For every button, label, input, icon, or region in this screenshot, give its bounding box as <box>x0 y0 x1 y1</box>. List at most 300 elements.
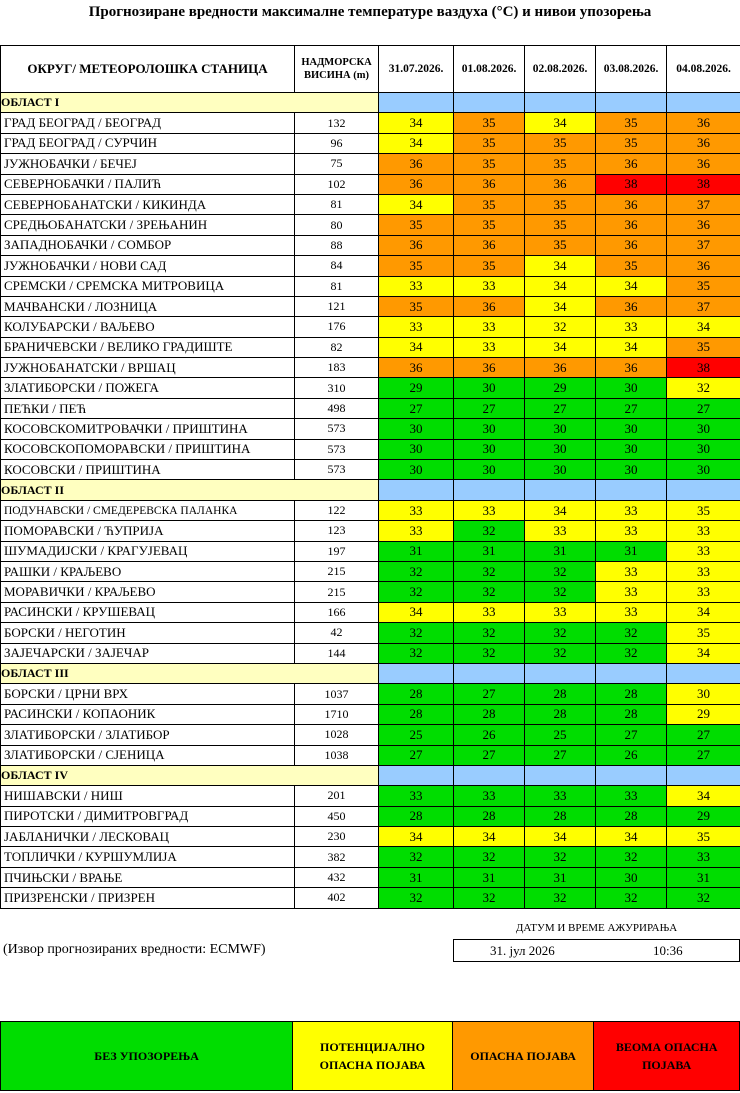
temperature-cell: 31 <box>525 867 596 887</box>
table-body <box>1 93 740 909</box>
table-row <box>1 358 740 378</box>
table-row <box>1 174 740 194</box>
temperature-cell: 34 <box>596 337 667 357</box>
temperature-cell: 30 <box>596 439 667 459</box>
table-row <box>1 500 740 520</box>
temperature-cell: 36 <box>596 154 667 174</box>
legend-label: ОПАСНА ПОЈАВА <box>470 1049 576 1063</box>
table-row <box>1 643 740 663</box>
altitude-value: 450 <box>295 806 379 826</box>
temperature-cell: 27 <box>667 745 740 765</box>
update-label: ДАТУМ И ВРЕМЕ АЖУРИРАЊА <box>515 922 678 934</box>
station-name: СРЕДЊОБАНАТСКИ / ЗРЕЊАНИН <box>1 215 295 235</box>
station-name: ПИРОТСКИ / ДИМИТРОВГРАД <box>1 806 295 826</box>
temperature-cell: 33 <box>454 602 525 622</box>
temperature-cell: 32 <box>379 582 454 602</box>
station-name: ПОМОРАВСКИ / ЋУПРИЈА <box>1 521 295 541</box>
table-row <box>1 867 740 887</box>
temperature-cell: 32 <box>525 317 596 337</box>
temperature-cell: 30 <box>379 419 454 439</box>
table-row <box>1 602 740 622</box>
temperature-cell: 26 <box>596 745 667 765</box>
temperature-cell: 35 <box>667 276 740 296</box>
legend-label-line2: ПОЈАВА <box>642 1058 692 1072</box>
station-name: ШУМАДИЈСКИ / КРАГУЈЕВАЦ <box>1 541 295 561</box>
temperature-cell: 26 <box>454 725 525 745</box>
region-spacer-cell <box>596 765 667 785</box>
table-row <box>1 398 740 418</box>
temperature-cell: 35 <box>667 500 740 520</box>
region-spacer-cell <box>667 663 740 683</box>
altitude-value: 123 <box>295 521 379 541</box>
temperature-cell: 35 <box>525 154 596 174</box>
temperature-cell: 30 <box>667 460 740 480</box>
update-date: 31. јул 2026 <box>490 943 555 958</box>
temperature-cell: 32 <box>525 623 596 643</box>
region-spacer-cell <box>596 480 667 500</box>
altitude-value: 80 <box>295 215 379 235</box>
date-column-header: 03.08.2026. <box>596 46 667 93</box>
altitude-value: 230 <box>295 827 379 847</box>
altitude-value: 573 <box>295 439 379 459</box>
temperature-cell: 25 <box>379 725 454 745</box>
temperature-cell: 35 <box>596 256 667 276</box>
station-name: СЕВЕРНОБАЧКИ / ПАЛИЋ <box>1 174 295 194</box>
station-name: ЗАПАДНОБАЧКИ / СОМБОР <box>1 235 295 255</box>
temperature-cell: 28 <box>525 704 596 724</box>
altitude-value: 96 <box>295 133 379 153</box>
region-spacer-cell <box>454 480 525 500</box>
altitude-value: 197 <box>295 541 379 561</box>
temperature-cell: 28 <box>525 806 596 826</box>
temperature-cell: 35 <box>667 827 740 847</box>
legend-label-line1: ПОТЕНЦИЈАЛНО <box>320 1040 425 1054</box>
temperature-cell: 36 <box>525 174 596 194</box>
update-box <box>453 939 740 962</box>
temperature-cell: 33 <box>525 786 596 806</box>
temperature-cell: 38 <box>667 358 740 378</box>
temperature-cell: 33 <box>667 847 740 867</box>
altitude-value: 573 <box>295 460 379 480</box>
temperature-cell: 29 <box>667 806 740 826</box>
temperature-cell: 28 <box>379 806 454 826</box>
temperature-cell: 34 <box>525 500 596 520</box>
temperature-cell: 30 <box>454 419 525 439</box>
temperature-cell: 27 <box>596 725 667 745</box>
table-row <box>1 235 740 255</box>
station-name: ПЕЋКИ / ПЕЋ <box>1 398 295 418</box>
temperature-cell: 36 <box>667 113 740 133</box>
region-spacer-cell <box>596 93 667 113</box>
altitude-value: 132 <box>295 113 379 133</box>
table-row <box>1 296 740 316</box>
temperature-cell: 32 <box>525 582 596 602</box>
temperature-cell: 33 <box>379 521 454 541</box>
temperature-cell: 34 <box>525 827 596 847</box>
table-row <box>1 317 740 337</box>
temperature-cell: 31 <box>596 541 667 561</box>
altitude-value: 121 <box>295 296 379 316</box>
station-name: НИШАВСКИ / НИШ <box>1 786 295 806</box>
temperature-cell: 37 <box>667 296 740 316</box>
temperature-cell: 32 <box>525 847 596 867</box>
altitude-value: 81 <box>295 194 379 214</box>
temperature-cell: 32 <box>379 643 454 663</box>
altitude-header-line1: НАДМОРСКА <box>301 57 372 68</box>
station-name: ЗАЈЕЧАРСКИ / ЗАЈЕЧАР <box>1 643 295 663</box>
region-row <box>1 480 740 500</box>
temperature-cell: 30 <box>525 439 596 459</box>
table-row <box>1 827 740 847</box>
temperature-cell: 36 <box>379 235 454 255</box>
region-spacer-cell <box>454 93 525 113</box>
temperature-cell: 32 <box>454 847 525 867</box>
legend-dangerous <box>453 1022 595 1090</box>
temperature-cell: 35 <box>525 194 596 214</box>
temperature-cell: 36 <box>667 133 740 153</box>
table-row <box>1 521 740 541</box>
temperature-cell: 34 <box>525 296 596 316</box>
station-name: ПРИЗРЕНСКИ / ПРИЗРЕН <box>1 888 295 908</box>
temperature-cell: 32 <box>525 888 596 908</box>
temperature-cell: 35 <box>525 235 596 255</box>
temperature-cell: 33 <box>379 317 454 337</box>
temperature-cell: 32 <box>379 847 454 867</box>
station-name: СРЕМСКИ / СРЕМСКА МИТРОВИЦА <box>1 276 295 296</box>
region-spacer-cell <box>454 663 525 683</box>
temperature-cell: 33 <box>667 521 740 541</box>
altitude-value: 42 <box>295 623 379 643</box>
temperature-cell: 27 <box>379 398 454 418</box>
temperature-cell: 31 <box>525 541 596 561</box>
temperature-cell: 33 <box>667 561 740 581</box>
temperature-cell: 30 <box>454 460 525 480</box>
temperature-cell: 25 <box>525 725 596 745</box>
legend-very-dangerous <box>594 1022 739 1090</box>
altitude-value: 382 <box>295 847 379 867</box>
altitude-value: 81 <box>295 276 379 296</box>
region-spacer-cell <box>454 765 525 785</box>
temperature-cell: 28 <box>596 704 667 724</box>
temperature-cell: 34 <box>667 602 740 622</box>
temperature-cell: 34 <box>596 827 667 847</box>
temperature-cell: 27 <box>454 684 525 704</box>
date-column-header: 31.07.2026. <box>379 46 454 93</box>
temperature-cell: 37 <box>667 235 740 255</box>
altitude-value: 166 <box>295 602 379 622</box>
temperature-cell: 36 <box>379 358 454 378</box>
station-name: ГРАД БЕОГРАД / СУРЧИН <box>1 133 295 153</box>
altitude-value: 144 <box>295 643 379 663</box>
temperature-cell: 34 <box>379 337 454 357</box>
station-name: КОЛУБАРСКИ / ВАЉЕВО <box>1 317 295 337</box>
table-row <box>1 194 740 214</box>
temperature-cell: 28 <box>525 684 596 704</box>
legend-no-warning <box>1 1022 293 1090</box>
temperature-cell: 35 <box>525 133 596 153</box>
temperature-cell: 27 <box>667 398 740 418</box>
station-name: ЗЛАТИБОРСКИ / ПОЖЕГА <box>1 378 295 398</box>
altitude-value: 215 <box>295 582 379 602</box>
temperature-cell: 34 <box>379 602 454 622</box>
temperature-cell: 33 <box>596 317 667 337</box>
temperature-cell: 35 <box>379 215 454 235</box>
temperature-cell: 33 <box>379 276 454 296</box>
temperature-cell: 27 <box>596 398 667 418</box>
temperature-cell: 27 <box>454 398 525 418</box>
region-spacer-cell <box>379 765 454 785</box>
date-column-header: 04.08.2026. <box>667 46 740 93</box>
legend-label: БЕЗ УПОЗОРЕЊА <box>94 1049 199 1063</box>
altitude-value: 1028 <box>295 725 379 745</box>
temperature-cell: 33 <box>379 786 454 806</box>
date-column-header: 01.08.2026. <box>454 46 525 93</box>
temperature-cell: 30 <box>525 419 596 439</box>
temperature-cell: 36 <box>525 358 596 378</box>
temperature-cell: 32 <box>454 521 525 541</box>
altitude-value: 102 <box>295 174 379 194</box>
temperature-cell: 35 <box>379 296 454 316</box>
station-name: БРАНИЧЕВСКИ / ВЕЛИКО ГРАДИШТЕ <box>1 337 295 357</box>
station-name: РАСИНСКИ / КРУШЕВАЦ <box>1 602 295 622</box>
temperature-cell: 35 <box>596 133 667 153</box>
table-row <box>1 582 740 602</box>
station-name: РАШКИ / КРАЉЕВО <box>1 561 295 581</box>
table-row <box>1 806 740 826</box>
table-row <box>1 133 740 153</box>
temperature-cell: 35 <box>667 337 740 357</box>
temperature-cell: 30 <box>596 867 667 887</box>
temperature-cell: 33 <box>454 317 525 337</box>
temperature-cell: 28 <box>379 684 454 704</box>
temperature-cell: 27 <box>525 398 596 418</box>
region-row <box>1 663 740 683</box>
temperature-cell: 36 <box>596 296 667 316</box>
station-name: ЗЛАТИБОРСКИ / СЈЕНИЦА <box>1 745 295 765</box>
region-label: ОБЛАСТ I <box>1 93 379 113</box>
temperature-cell: 34 <box>454 827 525 847</box>
temperature-cell: 35 <box>454 113 525 133</box>
temperature-cell: 30 <box>667 439 740 459</box>
region-label: ОБЛАСТ III <box>1 663 379 683</box>
temperature-cell: 38 <box>667 174 740 194</box>
temperature-cell: 32 <box>525 561 596 581</box>
altitude-value: 75 <box>295 154 379 174</box>
station-name: ЈУЖНОБАНАТСКИ / ВРШАЦ <box>1 358 295 378</box>
temperature-cell: 32 <box>454 582 525 602</box>
table-row <box>1 337 740 357</box>
region-spacer-cell <box>525 765 596 785</box>
temperature-cell: 27 <box>454 745 525 765</box>
region-spacer-cell <box>525 93 596 113</box>
altitude-value: 1038 <box>295 745 379 765</box>
station-name: КОСОВСКОПОМОРАВСКИ / ПРИШТИНА <box>1 439 295 459</box>
table-row <box>1 745 740 765</box>
temperature-cell: 36 <box>454 358 525 378</box>
altitude-header-line2: ВИСИНА (m) <box>303 70 370 81</box>
temperature-cell: 30 <box>596 460 667 480</box>
temperature-cell: 36 <box>667 154 740 174</box>
date-column-header: 02.08.2026. <box>525 46 596 93</box>
altitude-value: 1037 <box>295 684 379 704</box>
region-spacer-cell <box>525 663 596 683</box>
temperature-cell: 27 <box>525 745 596 765</box>
station-name: ГРАД БЕОГРАД / БЕОГРАД <box>1 113 295 133</box>
temperature-cell: 36 <box>454 235 525 255</box>
temperature-cell: 33 <box>454 500 525 520</box>
temperature-cell: 36 <box>596 194 667 214</box>
temperature-cell: 35 <box>667 623 740 643</box>
temperature-cell: 34 <box>596 276 667 296</box>
temperature-cell: 32 <box>454 623 525 643</box>
temperature-cell: 37 <box>667 194 740 214</box>
altitude-value: 310 <box>295 378 379 398</box>
temperature-cell: 35 <box>379 256 454 276</box>
temperature-cell: 34 <box>525 276 596 296</box>
temperature-cell: 33 <box>667 582 740 602</box>
temperature-cell: 27 <box>379 745 454 765</box>
temperature-cell: 35 <box>525 215 596 235</box>
temperature-cell: 34 <box>525 113 596 133</box>
table-row <box>1 154 740 174</box>
temperature-cell: 34 <box>379 133 454 153</box>
temperature-cell: 32 <box>379 561 454 581</box>
warning-legend <box>0 1021 740 1091</box>
table-row <box>1 623 740 643</box>
source-note: (Извор прогнозираних вредности: ECMWF) <box>3 942 266 957</box>
region-spacer-cell <box>379 663 454 683</box>
region-spacer-cell <box>525 480 596 500</box>
temperature-cell: 30 <box>379 460 454 480</box>
temperature-cell: 32 <box>525 643 596 663</box>
region-row <box>1 93 740 113</box>
table-row <box>1 113 740 133</box>
temperature-cell: 34 <box>667 317 740 337</box>
temperature-cell: 36 <box>379 174 454 194</box>
altitude-value: 215 <box>295 561 379 581</box>
altitude-value: 1710 <box>295 704 379 724</box>
temperature-cell: 36 <box>454 296 525 316</box>
temperature-cell: 29 <box>667 704 740 724</box>
temperature-cell: 28 <box>454 806 525 826</box>
temperature-cell: 31 <box>379 867 454 887</box>
altitude-value: 498 <box>295 398 379 418</box>
table-row <box>1 460 740 480</box>
station-name: ПОДУНАВСКИ / СМЕДЕРЕВСКА ПАЛАНКА <box>1 500 295 520</box>
station-name: ЈУЖНОБАЧКИ / НОВИ САД <box>1 256 295 276</box>
temperature-cell: 32 <box>379 888 454 908</box>
temperature-cell: 32 <box>667 378 740 398</box>
table-row <box>1 888 740 908</box>
station-name: ЗЛАТИБОРСКИ / ЗЛАТИБОР <box>1 725 295 745</box>
altitude-column-header <box>295 46 379 93</box>
station-name: БОРСКИ / ЦРНИ ВРХ <box>1 684 295 704</box>
altitude-value: 201 <box>295 786 379 806</box>
temperature-cell: 32 <box>454 643 525 663</box>
temperature-cell: 32 <box>596 888 667 908</box>
temperature-cell: 32 <box>596 847 667 867</box>
table-row <box>1 704 740 724</box>
temperature-cell: 31 <box>667 867 740 887</box>
temperature-cell: 33 <box>596 561 667 581</box>
table-row <box>1 419 740 439</box>
temperature-cell: 33 <box>379 500 454 520</box>
temperature-cell: 34 <box>379 194 454 214</box>
temperature-cell: 33 <box>454 276 525 296</box>
station-name: КОСОВСКОМИТРОВАЧКИ / ПРИШТИНА <box>1 419 295 439</box>
temperature-cell: 34 <box>379 827 454 847</box>
region-spacer-cell <box>667 93 740 113</box>
altitude-value: 432 <box>295 867 379 887</box>
temperature-cell: 32 <box>454 888 525 908</box>
temperature-cell: 33 <box>596 582 667 602</box>
temperature-cell: 35 <box>596 113 667 133</box>
table-row <box>1 276 740 296</box>
temperature-cell: 34 <box>667 786 740 806</box>
temperature-cell: 28 <box>596 806 667 826</box>
station-name: ТОПЛИЧКИ / КУРШУМЛИЈА <box>1 847 295 867</box>
legend-potentially-dangerous <box>293 1022 453 1090</box>
temperature-cell: 35 <box>454 133 525 153</box>
temperature-cell: 36 <box>667 215 740 235</box>
temperature-cell: 36 <box>454 174 525 194</box>
altitude-value: 122 <box>295 500 379 520</box>
table-row <box>1 847 740 867</box>
temperature-cell: 36 <box>596 235 667 255</box>
temperature-cell: 31 <box>454 867 525 887</box>
region-spacer-cell <box>379 480 454 500</box>
temperature-cell: 28 <box>596 684 667 704</box>
temperature-cell: 29 <box>379 378 454 398</box>
temperature-cell: 33 <box>454 786 525 806</box>
region-spacer-cell <box>596 663 667 683</box>
temperature-cell: 28 <box>379 704 454 724</box>
legend-label-line2: ОПАСНА ПОЈАВА <box>319 1058 426 1072</box>
temperature-cell: 34 <box>525 256 596 276</box>
temperature-cell: 36 <box>596 215 667 235</box>
temperature-cell: 32 <box>667 888 740 908</box>
station-name: БОРСКИ / НЕГОТИН <box>1 623 295 643</box>
altitude-value: 573 <box>295 419 379 439</box>
region-label: ОБЛАСТ II <box>1 480 379 500</box>
temperature-cell: 38 <box>596 174 667 194</box>
table-row <box>1 378 740 398</box>
temperature-cell: 34 <box>379 113 454 133</box>
altitude-value: 88 <box>295 235 379 255</box>
station-name: ПЧИЊСКИ / ВРАЊЕ <box>1 867 295 887</box>
temperature-cell: 29 <box>525 378 596 398</box>
temperature-cell: 33 <box>596 786 667 806</box>
altitude-value: 82 <box>295 337 379 357</box>
temperature-cell: 33 <box>596 521 667 541</box>
temperature-cell: 36 <box>667 256 740 276</box>
page-title: Прогнозиране вредности максималне температуре ваздуха (°C) и нивои упозорења <box>88 4 652 20</box>
temperature-cell: 30 <box>667 684 740 704</box>
temperature-cell: 30 <box>667 419 740 439</box>
forecast-table <box>0 45 740 909</box>
temperature-cell: 33 <box>596 602 667 622</box>
table-row <box>1 725 740 745</box>
temperature-cell: 32 <box>379 623 454 643</box>
legend-label <box>616 1038 718 1074</box>
table-row <box>1 439 740 459</box>
station-column-header: ОКРУГ/ МЕТЕОРОЛОШКА СТАНИЦА <box>1 46 295 93</box>
table-row <box>1 561 740 581</box>
station-name: ЈУЖНОБАЧКИ / БЕЧЕЈ <box>1 154 295 174</box>
temperature-cell: 30 <box>454 378 525 398</box>
temperature-cell: 30 <box>525 460 596 480</box>
altitude-value: 402 <box>295 888 379 908</box>
